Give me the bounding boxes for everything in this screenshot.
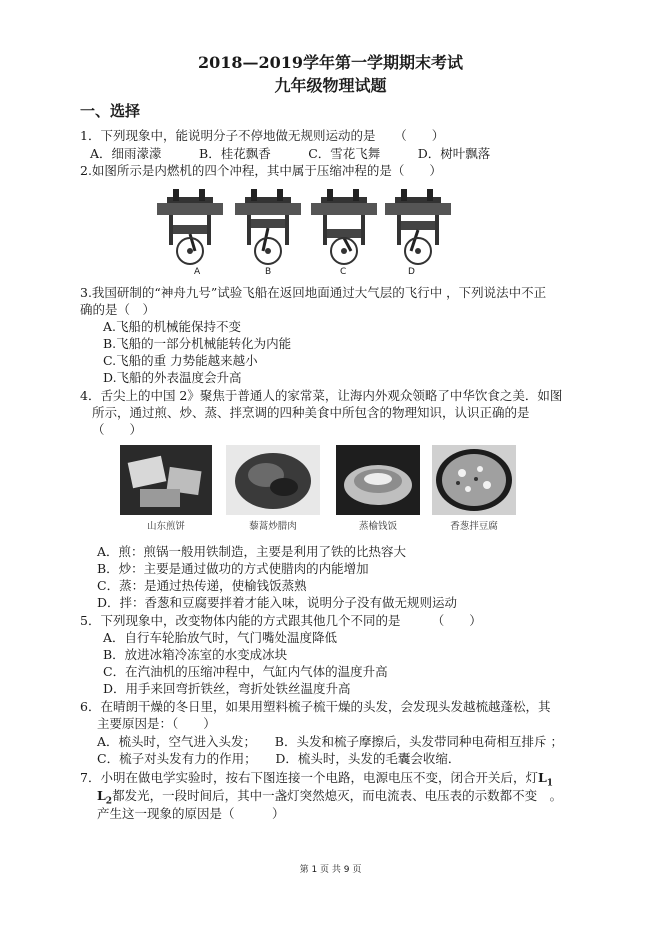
caption-jianbing: 山东煎饼 <box>146 521 185 532</box>
caption-stir-fry: 藜蒿炒腊肉 <box>249 521 297 532</box>
engine-d <box>385 189 451 264</box>
q4-stem-line1: 4．舌尖上的中国 2》聚焦于普通人的家常菜，让海内外观众领略了中华饮食之美．如图 <box>80 388 563 403</box>
engine-a <box>157 189 223 264</box>
q3-option-a: A.飞船的机械能保持不变 <box>103 319 242 334</box>
q1-options: A．细雨濛濛 B．桂花飘香 C．雪花飞舞 D．树叶飘落 <box>90 146 491 161</box>
q7-lamp-l2: $L_2$ <box>97 788 113 807</box>
q6-stem-line1: 6．在晴朗干燥的冬日里，如果用塑料梳子梳干燥的头发，会发现头发越梳越蓬松，其 <box>80 699 551 714</box>
q5-option-c: C．在汽油机的压缩冲程中，气缸内气体的温度升高 <box>103 664 388 679</box>
caption-tofu: 香葱拌豆腐 <box>450 521 498 532</box>
engine-label-b: B <box>265 267 272 277</box>
q7-lamp-l1: $L_1$ <box>537 770 554 789</box>
q3-stem-line1: 3.我国研制的“神舟九号”试验飞船在返回地面通过大气层的飞行中 ，下列说法中不正 <box>80 285 547 300</box>
q2-stem: 2.如图所示是内燃机的四个冲程，其中属于压缩冲程的是（ ） <box>80 163 442 178</box>
q7-line1-text: 7．小明在做电学实验时，按右下图连接一个电路，电源电压不变，闭合开关后，灯 <box>80 770 538 785</box>
q6-options-line1: A．梳头时，空气进入头发； B．头发和梳子摩擦后，头发带同种电荷相互排斥 ； <box>97 734 563 749</box>
exam-subtitle: 九年级物理试题 <box>274 76 387 95</box>
photo-tofu <box>432 445 516 515</box>
engine-label-c: C <box>340 267 347 277</box>
q5-stem: 5．下列现象中，改变物体内能的方式跟其他几个不同的是 （ ） <box>80 613 482 628</box>
q4-option-c: C．蒸：是通过热传递，使榆钱饭蒸熟 <box>97 578 307 593</box>
photo-jianbing <box>120 445 212 515</box>
q7-line3: 产生这一现象的原因是（ ） <box>97 806 285 821</box>
engine-strokes-figure <box>155 185 455 275</box>
q3-option-c: C.飞船的重 力势能越来越小 <box>103 353 258 368</box>
engine-b <box>235 189 301 264</box>
q3-option-b: B.飞船的一部分机械能转化为内能 <box>103 336 292 351</box>
q4-stem-line3: （ ） <box>92 422 143 437</box>
q4-option-a: A．煎：煎锅一般用铁制造，主要是利用了铁的比热容大 <box>97 544 407 559</box>
page-footer: 第 1 页 共 9 页 <box>299 865 362 875</box>
photo-stir-fry <box>226 445 320 515</box>
q6-options-line2: C．梳子对头发有力的作用； D．梳头时，头发的毛囊会收缩． <box>97 751 461 766</box>
q4-stem-line2: 所示，通过煎、炒、蒸、拌烹调的四种美食中所包含的物理知识，认识正确的是 <box>92 405 530 420</box>
q5-option-b: B．放进冰箱冷冻室的水变成冰块 <box>103 647 288 662</box>
q6-stem-line2: 主要原因是：（ ） <box>97 716 216 731</box>
caption-steamed-rice: 蒸榆钱饭 <box>358 521 397 532</box>
q5-option-a: A．自行车轮胎放气时，气门嘴处温度降低 <box>103 630 338 645</box>
section-title: 一、选择 <box>80 102 141 120</box>
q4-option-b: B．炒：主要是通过做功的方式使腊肉的内能增加 <box>97 561 369 576</box>
q4-option-d: D．拌：香葱和豆腐要拌着才能入味，说明分子没有做无规则运动 <box>97 595 458 610</box>
engine-label-d: D <box>408 267 415 277</box>
q3-stem-line2: 确的是（ ） <box>80 302 156 317</box>
engine-c <box>311 189 377 264</box>
exam-title: 2018—2019学年第一学期期末考试 <box>197 53 464 72</box>
q5-option-d: D．用手来回弯折铁丝，弯折处铁丝温度升高 <box>103 681 351 696</box>
q7-line2-text: 都发光，一段时间后，其中一盏灯突然熄灭，而电流表、电压表的示数都不变 。 <box>112 788 563 803</box>
q1-stem: 1．下列现象中，能说明分子不停地做无规则运动的是 （ ） <box>80 128 445 143</box>
photo-steamed-rice <box>336 445 420 515</box>
engine-label-a: A <box>194 267 201 277</box>
q3-option-d: D.飞船的外表温度会升高 <box>103 370 242 385</box>
